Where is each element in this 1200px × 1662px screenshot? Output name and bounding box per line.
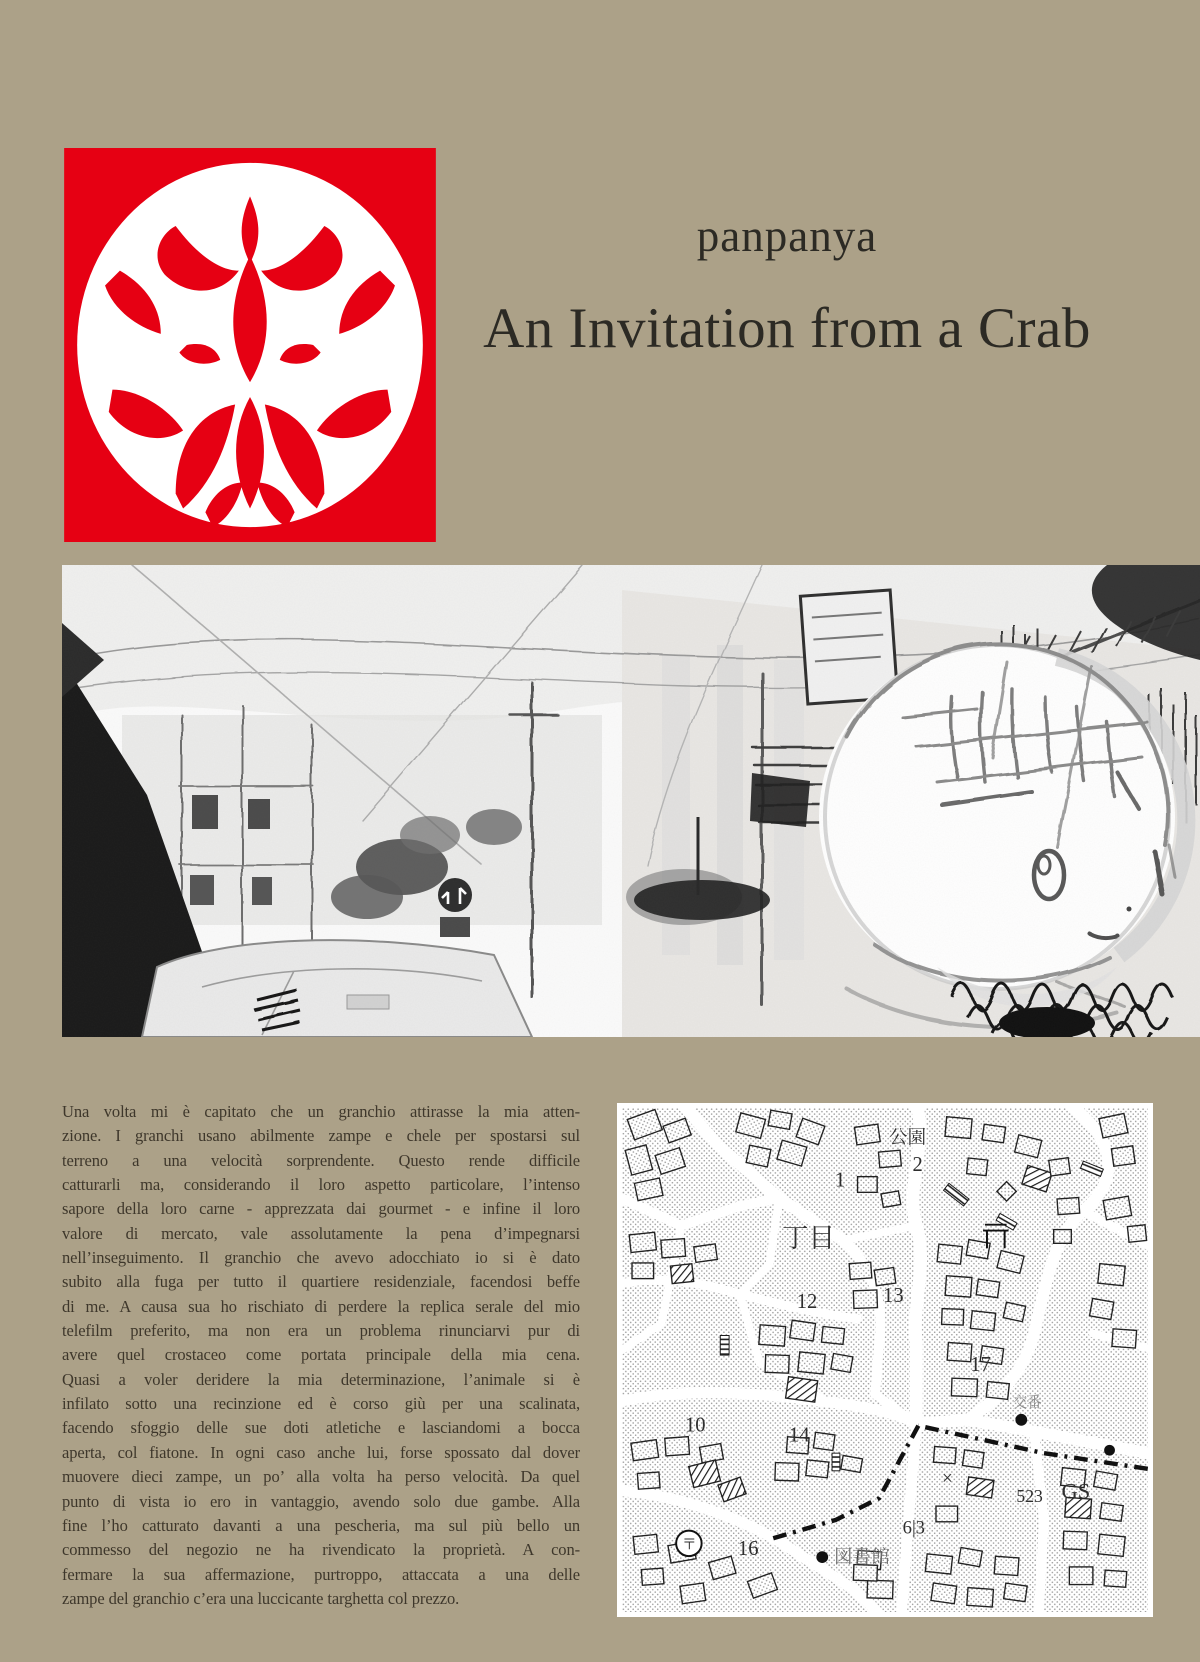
story-line: sapore della loro carne - apprezzata dai gourmet - e infine il loro (62, 1199, 580, 1219)
story-line: valore di mercato, vale assolutamente la pena d’impegnarsi (62, 1223, 580, 1243)
neighborhood-map (617, 1103, 1153, 1617)
story-line: di me. A causa sua ho rischiato di perdere la replica serale del mio (62, 1296, 580, 1316)
map-building (1103, 1196, 1132, 1220)
story-line: nell’inseguimento. Il granchio che avevo adocchiato io si è dato (62, 1248, 580, 1268)
map-building (637, 1472, 660, 1489)
story-line: telefilm preferito, ma non era un problema rinunciarvi pur di (62, 1321, 580, 1341)
map-building (951, 1378, 977, 1397)
story-line: zampe del granchio c’era una luccicante targhetta col prezzo. (62, 1588, 460, 1608)
story-line: Una volta mi è capitato che un granchio attirasse la mia atten- (62, 1102, 580, 1121)
map-building (936, 1506, 958, 1522)
map-label-16: 16 (737, 1538, 759, 1561)
story-line: punto di vista io ero in vantaggio, avendo solo due gambe. Alla (62, 1491, 580, 1511)
map-building (970, 1311, 995, 1331)
map-building (641, 1568, 664, 1585)
map-building (942, 1309, 964, 1325)
map-building (925, 1554, 952, 1574)
map-building (994, 1556, 1019, 1575)
map-building (1069, 1567, 1093, 1585)
story-line: muovere dieci zampe, un po’ alla volta ha perso velocità. Da quel (62, 1467, 580, 1487)
police-box-dot (1015, 1414, 1027, 1426)
map-label-12: 12 (796, 1291, 818, 1314)
map-building (1049, 1158, 1071, 1176)
story-line: avere quel crostaceo come portata principale della mia cena. (62, 1345, 580, 1365)
map-building (699, 1444, 723, 1463)
map-building (854, 1124, 880, 1145)
map-building (759, 1325, 786, 1346)
map-label-park-block: 2 (912, 1153, 923, 1176)
map-building (858, 1177, 878, 1193)
map-building (947, 1343, 972, 1362)
map-building (813, 1432, 835, 1450)
map-building (768, 1110, 792, 1129)
map-building (853, 1290, 877, 1308)
map-building (680, 1583, 706, 1604)
map-building (798, 1352, 825, 1374)
map-building (629, 1232, 656, 1252)
crab-crest-icon (63, 148, 437, 542)
story-line: terreno a una velocità sorprendente. Questo rende difficile (62, 1150, 580, 1170)
map-label-post: 〒 (682, 1537, 697, 1554)
map-label-block-one: 1 (834, 1169, 846, 1192)
story-line: commesso del negozio ne ha rivendicato la proprietà. A con- (62, 1540, 580, 1560)
map-building (976, 1279, 1000, 1298)
story-line: subito alla fuga per tutto il quartiere residenziale, facendosi beffe (62, 1272, 580, 1292)
map-building (982, 1124, 1006, 1143)
map-building (1104, 1570, 1127, 1587)
map-building (878, 1150, 901, 1168)
map-building (1090, 1298, 1114, 1319)
landmark-dot (1104, 1445, 1115, 1456)
map-building (775, 1463, 799, 1481)
map-building (1100, 1503, 1124, 1522)
map-building (934, 1447, 957, 1464)
map-building (881, 1191, 901, 1208)
map-building (962, 1450, 984, 1468)
map-label-613: 6|3 (902, 1517, 926, 1539)
map-building (867, 1580, 893, 1599)
map-building (1112, 1329, 1137, 1348)
map-building (765, 1355, 789, 1373)
story-line: aperta, col fiatone. In ogni caso anche lui, forse spossato dal dover (62, 1442, 580, 1462)
story-line: facendo sfoggio delle sue doti atletiche e lasciandomi a bocca (62, 1418, 580, 1438)
story-line: Quasi a voler deridere la mia determinazione, l’animale si è (62, 1369, 580, 1389)
author-name: panpanya (696, 211, 878, 261)
story-line: fine l’ho catturato davanti a una pescheria, ma sul più bello un (62, 1515, 580, 1535)
map-label-library: 図書館 (834, 1546, 890, 1568)
map-building (661, 1239, 686, 1258)
map-label-koban: 交番 (1012, 1395, 1042, 1412)
map-building (945, 1276, 972, 1297)
map-building (841, 1455, 863, 1472)
map-building (633, 1534, 658, 1554)
map-building (1127, 1225, 1146, 1242)
map-building (790, 1320, 816, 1341)
map-building (1057, 1197, 1080, 1214)
map-building (874, 1268, 896, 1286)
map-building (1003, 1302, 1025, 1321)
story-line: infilato sotto una recinzione ed è corso giù per una scalinata, (62, 1394, 580, 1414)
map-building (1063, 1531, 1087, 1549)
map-building (1098, 1534, 1125, 1556)
map-label-523: 523 (1016, 1486, 1043, 1507)
story-line: catturarli ma, considerando il loro aspetto particolare, l’intenso (62, 1175, 580, 1195)
map-label-13: 13 (883, 1285, 904, 1308)
map-label-park: 公園 (888, 1127, 927, 1149)
map-building (786, 1377, 818, 1402)
map-building (1098, 1264, 1125, 1286)
map-building (1094, 1471, 1118, 1490)
street-scene-illustration (62, 565, 1200, 1037)
map-building (746, 1145, 771, 1167)
map-building (821, 1327, 844, 1345)
story-text (62, 1100, 580, 1611)
map-label-14: 14 (788, 1424, 810, 1447)
map-building (937, 1244, 962, 1264)
map-building (665, 1437, 690, 1456)
map-building (831, 1354, 853, 1373)
map-label-10: 10 (684, 1414, 706, 1437)
story-line: zione. I granchi usano abilmente zampe e chele per spostarsi sul (62, 1126, 580, 1146)
page-title: An Invitation from a Crab (483, 297, 1091, 360)
map-label-17: 17 (970, 1353, 991, 1376)
map-building (1054, 1230, 1072, 1244)
map-building (931, 1583, 957, 1604)
map-label-chome: 丁目 (782, 1223, 835, 1254)
map-label-cross: × (941, 1468, 953, 1490)
map-building (1111, 1146, 1135, 1166)
map-building (631, 1440, 659, 1461)
map-building (849, 1262, 872, 1279)
map-building (967, 1158, 988, 1176)
map-label-gs: GS (1061, 1478, 1091, 1504)
map-building (945, 1117, 972, 1139)
map-building (967, 1588, 994, 1607)
map-building (1004, 1583, 1028, 1602)
map-building (806, 1460, 829, 1478)
library-dot (816, 1551, 828, 1563)
map-building (986, 1381, 1009, 1399)
map-building (694, 1244, 718, 1263)
map-building (966, 1477, 994, 1498)
map-building (670, 1264, 693, 1284)
story-line: fermare la sua affermazione, purtroppo, attaccata a una delle (62, 1564, 580, 1584)
publisher-logo (63, 148, 437, 542)
map-building (958, 1547, 982, 1566)
map-building (632, 1263, 654, 1279)
